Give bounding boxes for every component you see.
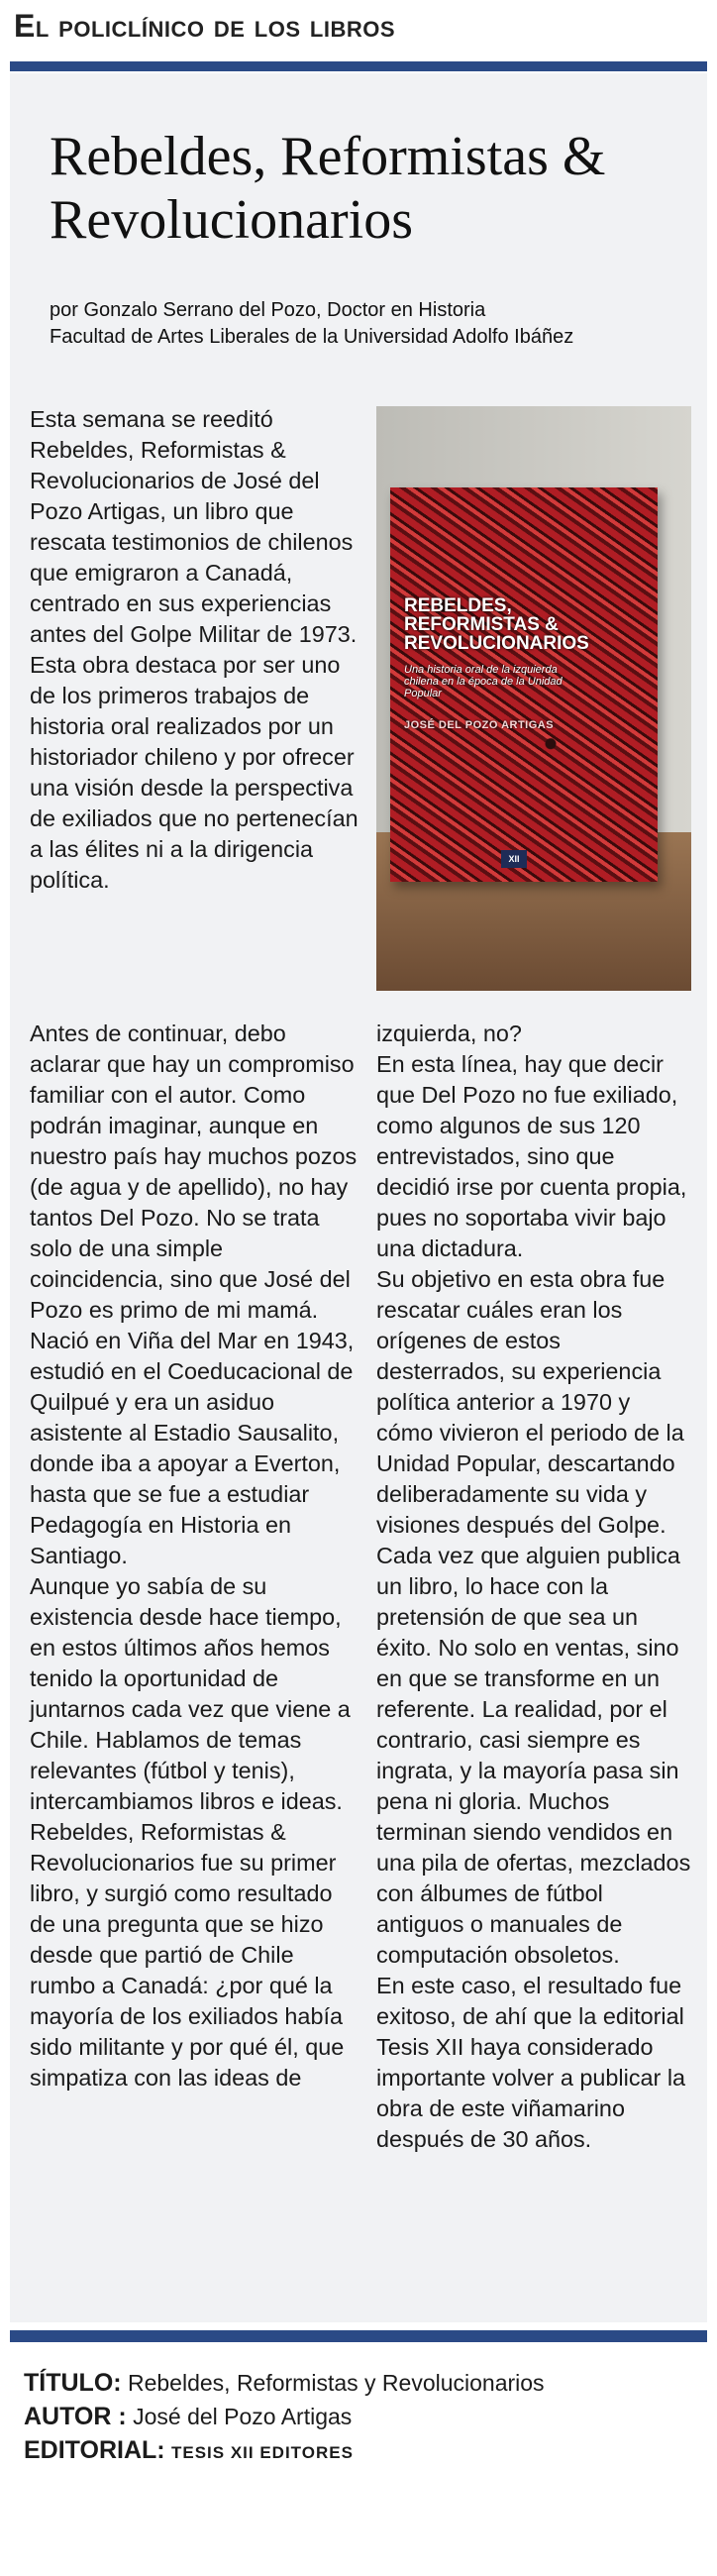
paragraph: Cada vez que alguien publica un libro, lo hace con la pretensión de que sea un éxito. No solo en ventas, sino en que se transforme en un referente. La realidad, por el contrario, casi siempre es ingrata, y la mayoría pasa sin pena ni gloria. Muchos terminan siendo vendidos en una pila de ofertas, mezclados con álbumes de fútbol antiguos o manuales de computación obsoletos. xyxy=(376,1543,691,1968)
article-column-left-top xyxy=(30,404,362,896)
byline-author: por Gonzalo Serrano del Pozo, Doctor en Historia xyxy=(50,299,486,321)
book-cover-author: JOSÉ DEL POZO ARTIGAS xyxy=(404,719,555,731)
credit-author-value: José del Pozo Artigas xyxy=(133,2404,353,2429)
book-cover-title-line: REFORMISTAS & xyxy=(404,614,559,635)
paragraph: En esta línea, hay que decir que Del Pozo no fue exiliado, como algunos de sus 120 entrevistados, sino que decidió irse por cuenta propia, pues no soportaba vivir bajo una dictadura. xyxy=(376,1051,687,1261)
credit-title-value: Rebeldes, Reformistas y Revolucionarios xyxy=(127,2370,545,2396)
book-cover-title xyxy=(404,596,652,653)
paragraph: Antes de continuar, debo aclarar que hay un compromiso familiar con el autor. Como podrán imaginar, aunque en nuestro país hay muchos pozos (de agua y de apellido), no hay tantos Del Pozo. No se trata solo de una simple coincidencia, sino que José del Pozo es primo de mi mamá. xyxy=(30,1020,358,1323)
credit-publisher xyxy=(24,2433,697,2470)
credit-title xyxy=(24,2366,697,2400)
paragraph: Rebeldes, Reformistas & Revolucionarios fue su primer libro, y surgió como resultado de una pregunta que se hizo desde que partió de Chile rumbo a Canadá: ¿por qué la mayoría de los exiliados había sido militante y por qué él, que simpatiza con las ideas de xyxy=(30,1819,345,2091)
book-cover xyxy=(390,487,658,882)
credit-author-label: AUTOR : xyxy=(24,2403,127,2430)
credit-publisher-label: EDITORIAL: xyxy=(24,2436,165,2464)
book-cover-title-line: REVOLUCIONARIOS xyxy=(404,633,589,654)
credit-publisher-value: TESIS XII EDITORES xyxy=(170,2443,354,2462)
paragraph: izquierda, no? xyxy=(376,1020,522,1046)
section-title: El policlínico de los libros xyxy=(14,8,396,44)
book-cover-title-line: REBELDES, xyxy=(404,595,512,616)
book-cover-subtitle: Una historia oral de la izquierda chilena en la época de la Unidad Popular xyxy=(404,664,563,699)
paragraph: Esta semana se reeditó Rebeldes, Reformistas & Revolucionarios de José del Pozo Artigas, un libro que rescata testimonios de chilenos que emigraron a Canadá, centrado en sus experiencias antes del Golpe Militar de 1973. Esta obra destaca por ser uno de los primeros trabajos de historia oral realizados por un historiador chileno y por ofrecer una visión desde la perspectiva de exiliados que no pertenecían a las élites ni a la dirigencia política. xyxy=(30,406,358,893)
paragraph: Su objetivo en esta obra fue rescatar cuáles eran los orígenes de estos desterrados, su experiencia política anterior a 1970 y cómo vivieron el periodo de la Unidad Popular, descartando deliberadamente su vida y visiones después del Golpe. xyxy=(376,1266,684,1538)
top-rule xyxy=(10,61,707,71)
article-title xyxy=(50,125,683,252)
paragraph: Nació en Viña del Mar en 1943, estudió en el Coeducacional de Quilpué y era un asiduo asistente al Estadio Sausalito, donde iba a apoyar a Everton, hasta que se fue a estudiar Pedagogía en Historia en Santiago. xyxy=(30,1328,355,1568)
byline-affiliation: Facultad de Artes Liberales de la Universidad Adolfo Ibáñez xyxy=(50,326,574,348)
book-credits xyxy=(24,2366,697,2470)
article-title-line: Revolucionarios xyxy=(50,189,414,251)
paragraph: En este caso, el resultado fue exitoso, de ahí que la editorial Tesis XII haya considerado importante volver a publicar la obra de este viñamarino después de 30 años. xyxy=(376,1973,686,2152)
book-photo xyxy=(376,406,691,991)
paragraph: Aunque yo sabía de su existencia desde hace tiempo, en estos últimos años hemos tenido la oportunidad de juntarnos cada vez que viene a Chile. Hablamos de temas relevantes (fútbol y tenis), intercambiamos libros e ideas. xyxy=(30,1573,351,1814)
article-title-line: Rebeldes, Reformistas & xyxy=(50,126,606,187)
credit-title-label: TÍTULO: xyxy=(24,2369,122,2397)
article-column-right xyxy=(376,1019,691,2155)
bottom-rule xyxy=(10,2330,707,2342)
publisher-logo-icon: XII xyxy=(501,850,527,868)
credit-author xyxy=(24,2400,697,2433)
article-column-left-bottom xyxy=(30,1019,362,2093)
byline xyxy=(50,297,703,351)
